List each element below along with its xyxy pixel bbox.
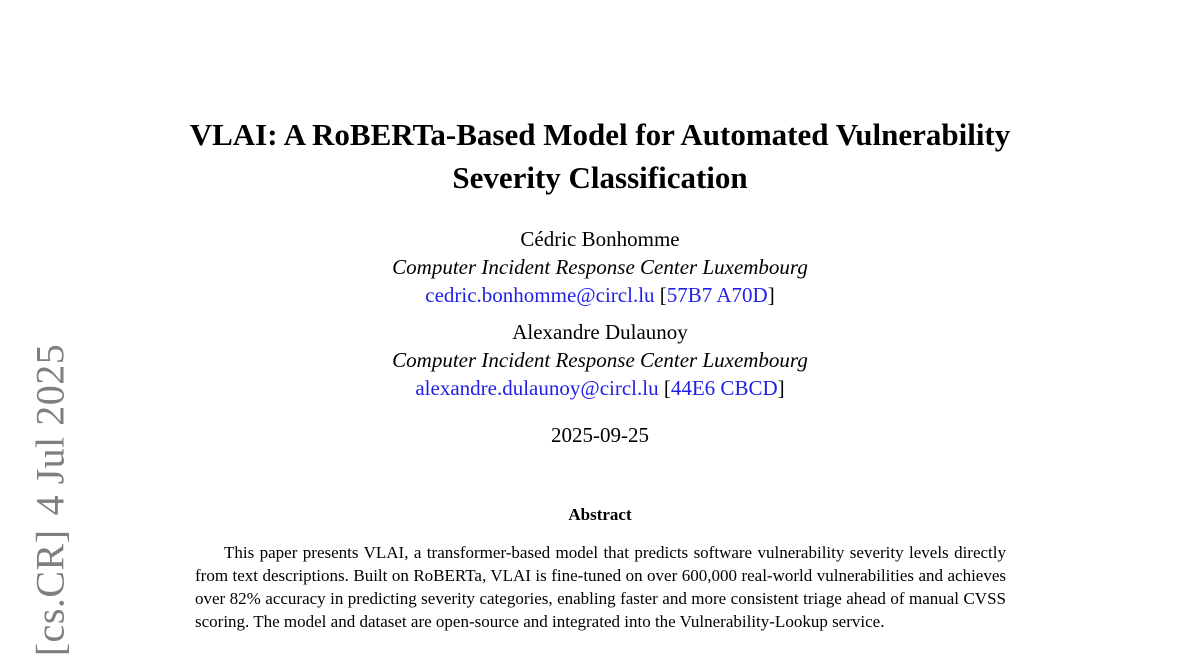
paper-date: 2025-09-25: [551, 423, 649, 447]
author-contact: [0, 374, 1200, 402]
arxiv-category: [cs.CR]: [27, 529, 73, 656]
abstract-heading: Abstract: [568, 505, 632, 524]
author-name: Cédric Bonhomme: [520, 227, 680, 251]
author-affiliation: Computer Incident Response Center Luxembourg: [392, 255, 808, 279]
author-email-link[interactable]: cedric.bonhomme@circl.lu: [425, 283, 655, 307]
paper-title: [0, 113, 1200, 199]
key-bracket-close: ]: [777, 376, 785, 400]
author-email-link[interactable]: alexandre.dulaunoy@circl.lu: [415, 376, 659, 400]
paper-title-line-2: Severity Classification: [452, 160, 748, 195]
author-affiliation: Computer Incident Response Center Luxembourg: [392, 348, 808, 372]
key-bracket-open: [: [663, 376, 671, 400]
author-block-2: [0, 318, 1200, 402]
key-bracket-close: ]: [767, 283, 775, 307]
abstract-body: This paper presents VLAI, a transformer-based model that predicts software vulnerability severity levels directly from text descriptions. Built on RoBERTa, VLAI is fine-tuned on over 600,000 real-world vulnerabilities and achieves over 82% accuracy in predicting severity categories, enabling faster and more consistent triage ahead of manual CVSS scoring. The model and dataset are open-source and integrated into the Vulnerability-Lookup service.: [195, 543, 1006, 631]
author-block-1: [0, 225, 1200, 309]
author-name: Alexandre Dulaunoy: [512, 320, 688, 344]
author-contact: [0, 281, 1200, 309]
paper-title-line-1: VLAI: A RoBERTa-Based Model for Automated Vulnerability: [189, 117, 1011, 152]
key-bracket-open: [: [659, 283, 667, 307]
arxiv-date: 4 Jul 2025: [27, 343, 73, 516]
author-pgp-key-link[interactable]: 57B7 A70D: [666, 283, 768, 307]
author-pgp-key-link[interactable]: 44E6 CBCD: [670, 376, 778, 400]
